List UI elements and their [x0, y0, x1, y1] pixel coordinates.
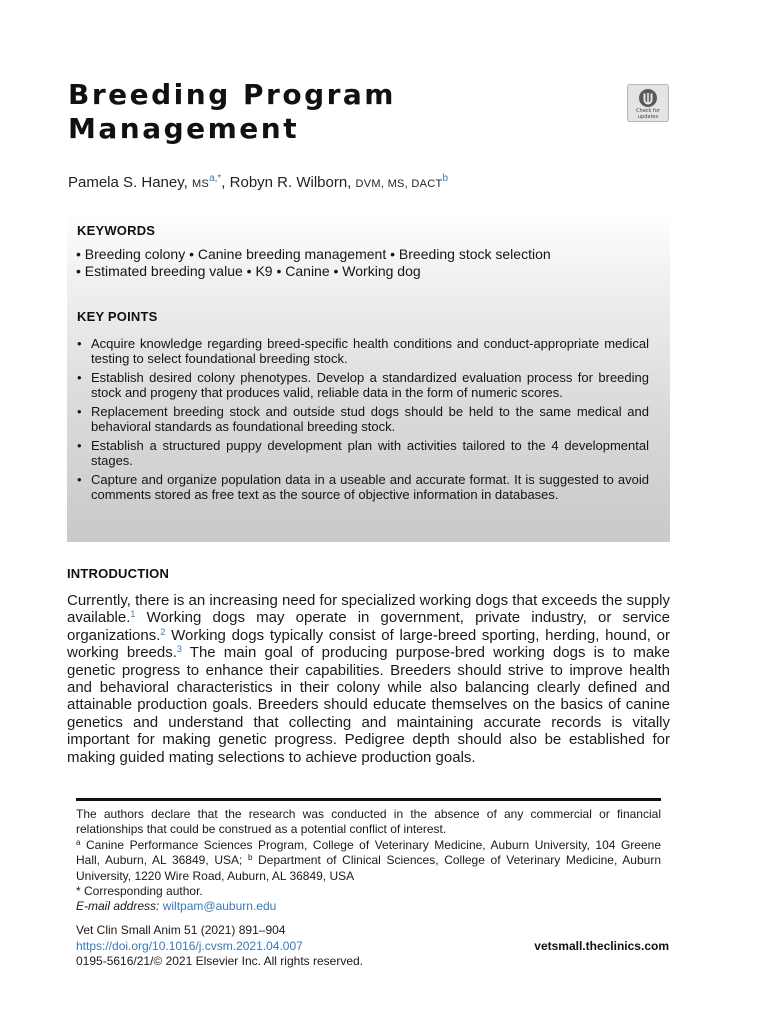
author-credentials: MS [191, 178, 210, 190]
affiliation-mark[interactable]: b [442, 173, 449, 184]
introduction-paragraph [67, 592, 670, 766]
footnote-divider [76, 798, 661, 801]
affiliation-mark: a [76, 837, 81, 847]
copyright-notice: 0195-5616/21/© 2021 Elsevier Inc. All rights reserved. [76, 954, 364, 969]
reference-link[interactable]: 3 [176, 644, 182, 655]
key-points-list [77, 336, 649, 506]
email-line [76, 899, 661, 914]
keywords-key-points-box [67, 212, 670, 542]
key-points-heading: KEY POINTS [77, 309, 158, 324]
corresponding-author-note: * Corresponding author. [76, 884, 203, 899]
journal-citation: Vet Clin Small Anim 51 (2021) 891–904 [76, 923, 286, 937]
reference-link[interactable]: 2 [160, 626, 166, 637]
keywords-line: • Estimated breeding value • K9 • Canine • Working dog [76, 263, 421, 279]
key-point-item: • Capture and organize population data in a useable and accurate format. It is suggested to avoid comments stored as free text as the source of objective information in databases. [77, 472, 649, 502]
affiliation-b: Department of Clinical Sciences, College of Veterinary Medicine, Auburn University, 1220 Wire Road, Auburn, AL 36849, USA [76, 853, 661, 883]
citation-block [76, 923, 476, 970]
introduction-text: The main goal of producing purpose-bred working dogs is to make genetic progress to enhance their capabilities. Breeders should strive to improve health and behavioral characteristics in their colony while also balancing clearly defined and attainable production goals. Breeders should educate themselves on the basics of canine genetics and understand that collecting and maintaining accurate records is vitally important for making genetic progress. Pedigree depth should also be established for making guided mating selections to achieve production goals. [67, 644, 671, 766]
introduction-text: Working dogs may operate in government, private industry, or service organizations. [67, 609, 670, 644]
key-point-item: • Replacement breeding stock and outside stud dogs should be held to the same medical and behavioral standards as foundational breeding stock. [77, 404, 649, 434]
key-point-item: • Establish desired colony phenotypes. Develop a standardized evaluation process for breeding stock and progeny that produces valid, reliable data in the form of numeric scores. [77, 370, 649, 400]
author-name: Robyn R. Wilborn, [229, 174, 352, 191]
affiliation-mark[interactable]: a,* [209, 173, 222, 184]
author-name: Pamela S. Haney, [68, 174, 188, 191]
article-title-line1: Breeding Program [68, 78, 396, 111]
introduction-text: Working dogs typically consist of large-breed sporting, herding, hound, or working breeds. [67, 626, 670, 662]
keywords-heading: KEYWORDS [77, 223, 156, 238]
key-point-item: • Acquire knowledge regarding breed-specific health conditions and conduct-appropriate medical testing to select foundational breeding stock. [77, 336, 649, 366]
author-credentials: DVM, MS, DACT [355, 178, 443, 190]
check-for-updates-badge[interactable] [627, 84, 669, 122]
article-title [68, 78, 548, 146]
article-title-line2: Management [68, 112, 300, 145]
introduction-text: Currently, there is an increasing need for specialized working dogs that exceeds the supply available. [67, 592, 670, 627]
keywords-line: • Breeding colony • Canine breeding management • Breeding stock selection [76, 246, 551, 262]
author-list: Pamela S. Haney, $MS^{a,*}$, Robyn R. Wilborn, DVM, MS, DACT$^b$ [68, 173, 449, 191]
email-link[interactable]: wiltpam@auburn.edu [162, 899, 277, 914]
email-label: E-mail address: [76, 899, 160, 914]
affiliation-a: Canine Performance Sciences Program, College of Veterinary Medicine, Auburn University, 104 Greene Hall, Auburn, AL 36849, USA; [76, 837, 661, 868]
check-for-updates-label: Check for updates [636, 108, 660, 120]
reference-link[interactable]: 1 [130, 609, 136, 620]
affiliation-mark: b [248, 853, 253, 863]
check-for-updates-icon [638, 88, 658, 108]
disclosure-statement: The authors declare that the research was conducted in the absence of any commercial or financial relationships that could be construed as a potential conflict of interest. [76, 807, 661, 837]
keywords-list [76, 246, 661, 280]
key-point-item: • Establish a structured puppy development plan with activities tailored to the 4 developmental stages. [77, 438, 649, 468]
journal-website[interactable]: vetsmall.theclinics.com [534, 939, 669, 953]
affiliations [76, 838, 661, 884]
doi-link[interactable]: https://doi.org/10.1016/j.cvsm.2021.04.007 [76, 938, 303, 953]
introduction-heading: INTRODUCTION [67, 566, 170, 581]
footnotes [76, 807, 661, 915]
